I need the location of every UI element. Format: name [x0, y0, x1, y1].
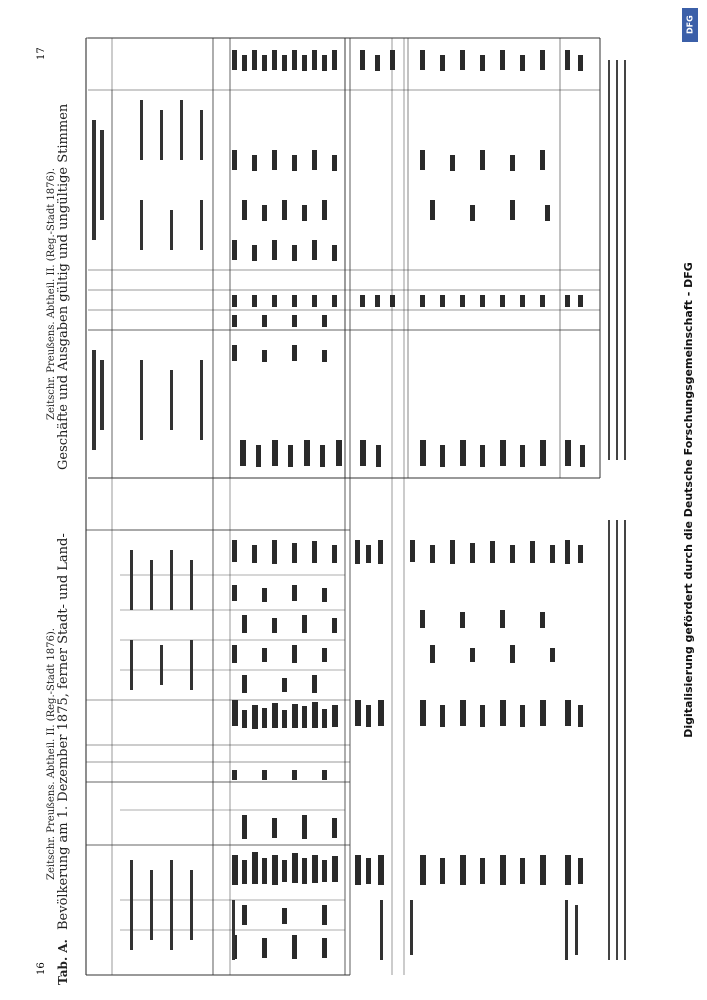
table-title: Bevölkerung am 1. Dezember 1875, ferner Stadt- und Land-: [56, 533, 71, 930]
right-table-cells: [232, 50, 585, 467]
left-page-number: 16: [36, 962, 47, 975]
right-page-table: [88, 38, 600, 478]
dfg-credit-text: Digitalisierung gefördert durch die Deutsche Forschungsgemeinschaft - DFG: [682, 262, 695, 738]
table-title-right: Geschäfte und Ausgaben gültig und ungültige Stimmen: [56, 103, 71, 470]
right-page-number: 17: [36, 47, 47, 60]
left-table-cells: [232, 540, 583, 959]
footnote-lines: [608, 60, 626, 960]
table-label: Tab. A.: [56, 939, 70, 985]
right-running-head: Zeitschr. Preußens. Abtheil. II. (Reg.-Stadt 1876).: [46, 168, 57, 420]
left-running-head: Zeitschr. Preußens. Abtheil. II. (Reg.-Stadt 1876).: [46, 628, 57, 880]
dfg-logo-icon: DFG: [682, 8, 698, 42]
column-heading-marks: [92, 100, 203, 950]
